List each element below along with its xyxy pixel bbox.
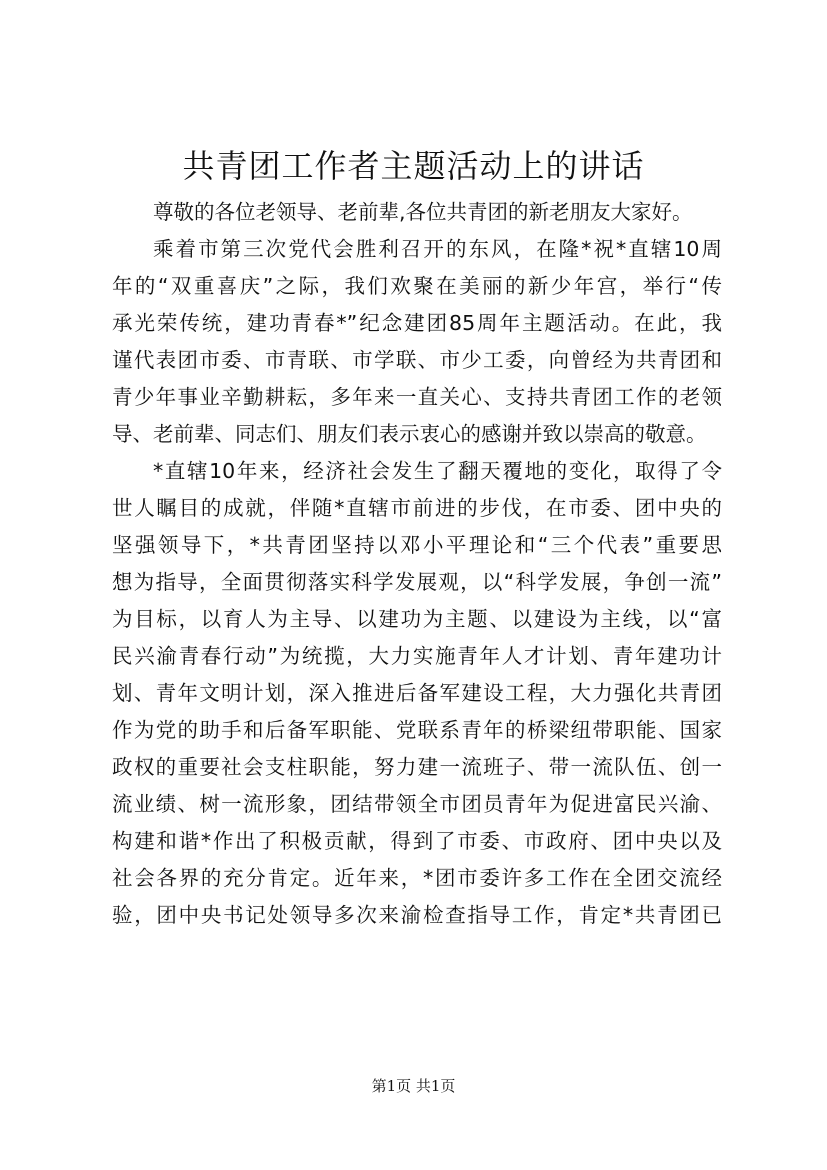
text-line: 构建和谐*作出了积极贡献，得到了市委、市政府、团中央以及 — [112, 829, 722, 853]
text-line: 验，团中央书记处领导多次来渝检查指导工作，肯定*共青团已 — [112, 903, 722, 927]
page-footer: 第1页 共1页 — [371, 1077, 456, 1095]
document-title: 共青团工作者主题活动上的讲话 — [182, 147, 645, 185]
text-line: 民兴渝青春行动”为统揽，大力实施青年人才计划、青年建功计 — [112, 644, 722, 668]
text-line: 划、青年文明计划，深入推进后备军建设工程，大力强化共青团 — [112, 681, 722, 705]
text-line: 世人瞩目的成就，伴随*直辖市前进的步伐，在市委、团中央的 — [112, 496, 722, 520]
text-line: 政权的重要社会支柱职能，努力建一流班子、带一流队伍、创一 — [112, 755, 722, 779]
text-line: 承光荣传统，建功青春*”纪念建团85周年主题活动。在此，我 — [112, 311, 722, 335]
text-line: 为目标，以育人为主导、以建功为主题、以建设为主线，以“富 — [112, 607, 722, 631]
text-line: 年的“双重喜庆”之际，我们欢聚在美丽的新少年宫，举行“传 — [112, 274, 722, 298]
text-line: 谨代表团市委、市青联、市学联、市少工委，向曾经为共青团和 — [112, 348, 722, 372]
document-body — [112, 194, 722, 934]
text-line: 导、老前辈、同志们、朋友们表示衷心的感谢并致以崇高的敬意。 — [112, 422, 707, 446]
text-line: 社会各界的充分肯定。近年来，*团市委许多工作在全团交流经 — [112, 866, 722, 890]
text-line: 作为党的助手和后备军职能、党联系青年的桥梁纽带职能、国家 — [112, 718, 722, 742]
text-line: 尊敬的各位老领导、老前辈,各位共青团的新老朋友大家好。 — [153, 200, 693, 224]
text-line: 想为指导，全面贯彻落实科学发展观，以“科学发展，争创一流” — [112, 570, 722, 594]
text-line: 青少年事业辛勤耕耘，多年来一直关心、支持共青团工作的老领 — [112, 385, 722, 409]
text-line: 乘着市第三次党代会胜利召开的东风，在隆*祝*直辖10周 — [153, 237, 722, 261]
text-line: 坚强领导下，*共青团坚持以邓小平理论和“三个代表”重要思 — [112, 533, 722, 557]
text-line: 流业绩、树一流形象，团结带领全市团员青年为促进富民兴渝、 — [112, 792, 722, 816]
text-line: *直辖10年来，经济社会发生了翻天覆地的变化，取得了令 — [153, 459, 722, 483]
